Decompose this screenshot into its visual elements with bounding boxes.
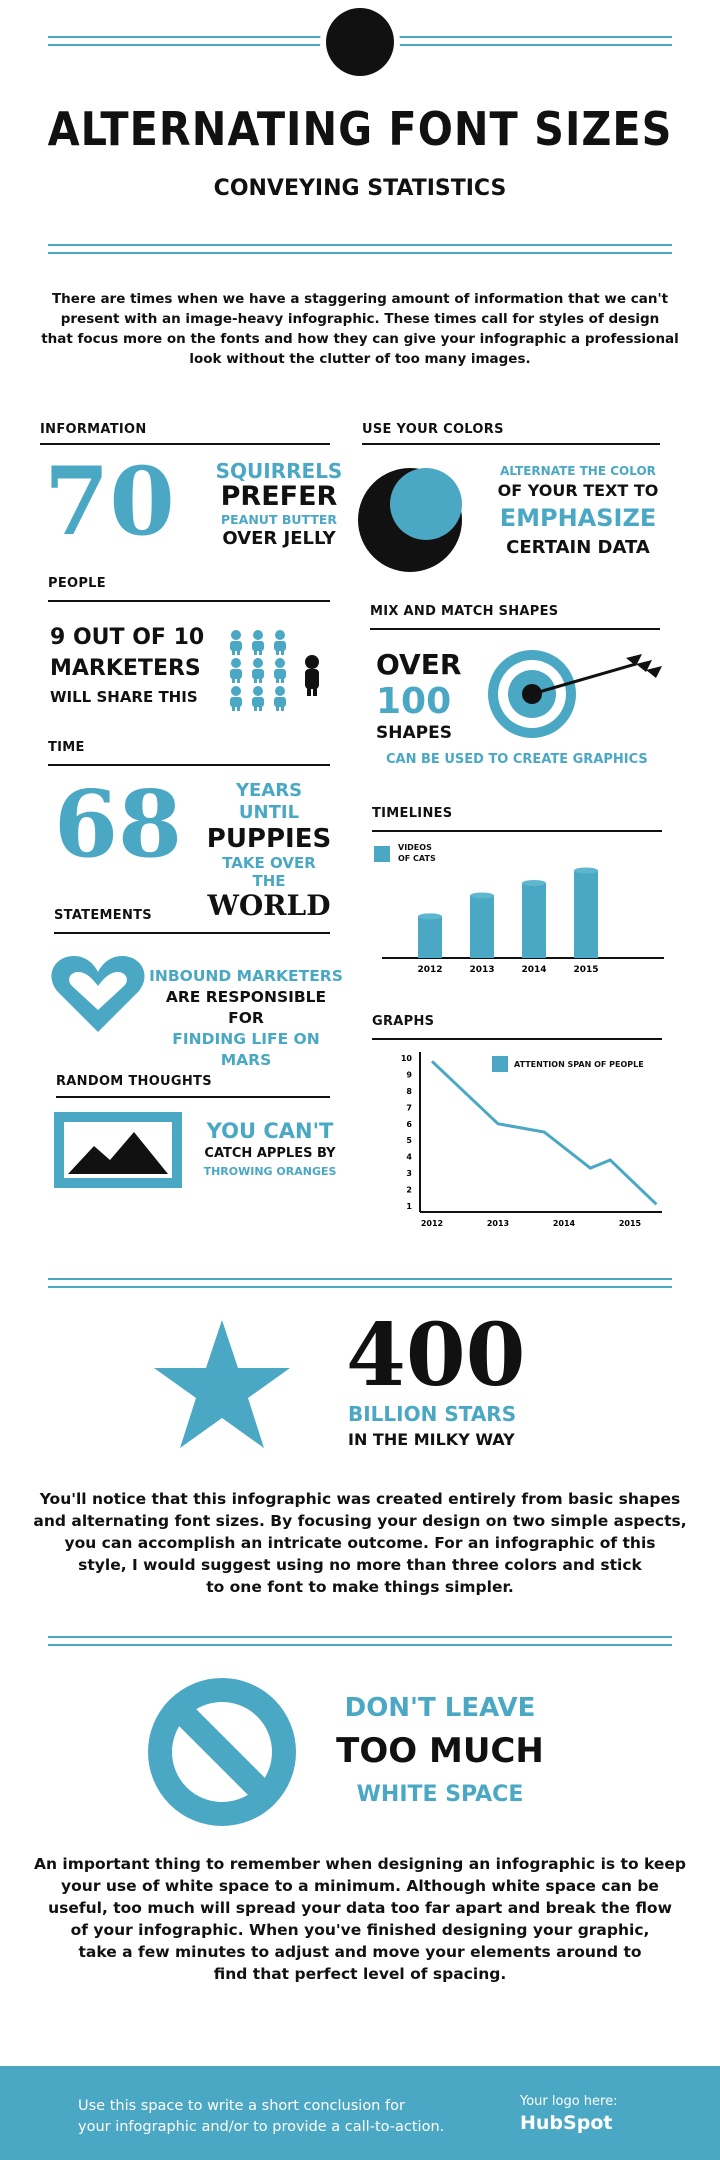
section-label-colors: USE YOUR COLORS bbox=[362, 422, 504, 437]
section-rule bbox=[54, 932, 330, 934]
person-icon bbox=[230, 630, 242, 655]
y-tick-label: 6 bbox=[406, 1119, 412, 1129]
person-icon bbox=[230, 658, 242, 683]
stars-line2: IN THE MILKY WAY bbox=[348, 1430, 515, 1449]
series-line bbox=[432, 1061, 656, 1204]
y-tick-label: 8 bbox=[406, 1086, 412, 1096]
x-tick-label: 2013 bbox=[486, 1219, 510, 1228]
bar-2012 bbox=[418, 916, 442, 958]
x-tick-label: 2012 bbox=[420, 1219, 444, 1228]
legend-label: ATTENTION SPAN OF PEOPLE bbox=[514, 1060, 644, 1069]
top-circle bbox=[326, 8, 394, 76]
section-label-statements: STATEMENTS bbox=[54, 908, 152, 923]
statements-text: INBOUND MARKETERS ARE RESPONSIBLE FOR FINDING LIFE ON MARS bbox=[149, 967, 343, 1069]
paragraph-whitespace: An important thing to remember when designing an infographic is to keep your use of white space to a minimum. Although white space can be useful, too much will spread your data too far apart and break the flow of your infographic. When you've finished designing your graphic, take a few minutes to adjust and move your elements around to find that perfect level of spacing. bbox=[33, 1855, 686, 1983]
section-rule bbox=[362, 443, 660, 445]
bar-cap bbox=[574, 868, 598, 874]
x-tick-label: 2014 bbox=[521, 965, 547, 975]
section-rule bbox=[56, 1096, 330, 1098]
prohibited-icon bbox=[146, 1676, 298, 1828]
target-icon bbox=[486, 644, 666, 744]
section-rule bbox=[40, 443, 330, 445]
bar-2013 bbox=[470, 896, 494, 959]
section-rule bbox=[48, 600, 330, 602]
footer-cta: Use this space to write a short conclusion for your infographic and/or to provide a call-to-action. bbox=[78, 2098, 445, 2135]
person-icon-dark bbox=[305, 655, 319, 696]
moon-icon bbox=[356, 464, 466, 574]
divider-line bbox=[48, 244, 672, 246]
section-label-information: INFORMATION bbox=[40, 422, 147, 437]
person-icon bbox=[252, 630, 264, 655]
x-tick-label: 2013 bbox=[469, 965, 495, 975]
person-icon bbox=[274, 630, 286, 655]
time-text: YEARS UNTIL PUPPIES TAKE OVER THE WORLD bbox=[206, 780, 332, 922]
logo-label: Your logo here: bbox=[520, 2094, 618, 2109]
y-tick-label: 5 bbox=[406, 1136, 412, 1146]
x-tick-label: 2014 bbox=[552, 1219, 576, 1228]
x-tick-label: 2015 bbox=[618, 1219, 642, 1228]
person-icon bbox=[274, 686, 286, 711]
y-tick-label: 7 bbox=[406, 1103, 412, 1113]
footer-band bbox=[0, 2066, 720, 2160]
section-rule bbox=[372, 830, 662, 832]
paragraph-shapes: You'll notice that this infographic was created entirely from basic shapes and alternating font sizes. By focusing your design on two simple aspects, you can accomplish an intricate outcome. For an infographic of this style, I would suggest using no more than three colors and stick to one font to make things simpler. bbox=[33, 1490, 687, 1596]
x-tick-label: 2012 bbox=[417, 965, 443, 975]
intro-paragraph: There are times when we have a staggering amount of information that we can't present with an image-heavy infographic. These times call for styles of design that focus more on the fonts and how they can give your infographic a professional look without the clutter of too many images. bbox=[41, 291, 679, 367]
stars-number: 400 bbox=[346, 1305, 526, 1406]
section-label-graphs: GRAPHS bbox=[372, 1014, 435, 1029]
colors-text: ALTERNATE THE COLOR OF YOUR TEXT TO EMPHASIZE CERTAIN DATA bbox=[497, 464, 659, 558]
whitespace-text: DON'T LEAVE TOO MUCH WHITE SPACE bbox=[336, 1693, 544, 1807]
star-icon bbox=[152, 1318, 292, 1452]
bar-cap bbox=[522, 880, 546, 886]
divider-line bbox=[48, 252, 672, 254]
section-label-timelines: TIMELINES bbox=[372, 806, 453, 821]
section-label-time: TIME bbox=[48, 740, 85, 755]
information-number: 70 bbox=[44, 447, 175, 557]
y-tick-label: 4 bbox=[406, 1152, 412, 1162]
bar-2015 bbox=[574, 871, 598, 959]
person-icon bbox=[230, 686, 242, 711]
information-text: SQUIRRELS PREFER PEANUT BUTTER OVER JELLY bbox=[215, 459, 343, 549]
page-subtitle: CONVEYING STATISTICS bbox=[213, 176, 507, 201]
image-icon bbox=[54, 1112, 182, 1188]
divider-line bbox=[48, 1286, 672, 1288]
section-rule bbox=[372, 1038, 662, 1040]
people-icons bbox=[224, 624, 334, 712]
y-tick-label: 3 bbox=[406, 1169, 412, 1179]
person-icon bbox=[274, 658, 286, 683]
bar-2014 bbox=[522, 883, 546, 958]
section-rule bbox=[48, 764, 330, 766]
person-icon bbox=[252, 658, 264, 683]
random-text: YOU CAN'T CATCH APPLES BY THROWING ORANGES bbox=[203, 1119, 337, 1178]
y-tick-label: 2 bbox=[406, 1185, 412, 1195]
section-rule bbox=[370, 628, 660, 630]
hubspot-logo[interactable]: HubSpot bbox=[520, 2112, 613, 2134]
bar-cap bbox=[418, 913, 442, 919]
divider-line bbox=[48, 1644, 672, 1646]
y-tick-label: 1 bbox=[406, 1202, 412, 1211]
legend-label: VIDEOS OF CATS bbox=[398, 843, 436, 863]
time-number: 68 bbox=[54, 770, 183, 878]
shapes-text: OVER 100 SHAPES bbox=[376, 648, 462, 743]
divider-line bbox=[48, 1278, 672, 1280]
y-tick-label: 10 bbox=[400, 1054, 412, 1063]
line-chart bbox=[392, 1046, 672, 1228]
person-icon bbox=[252, 686, 264, 711]
bar-cap bbox=[470, 893, 494, 899]
people-text: 9 OUT OF 10 MARKETERS WILL SHARE THIS bbox=[50, 625, 205, 706]
section-label-random: RANDOM THOUGHTS bbox=[56, 1074, 212, 1089]
section-label-shapes: MIX AND MATCH SHAPES bbox=[370, 604, 559, 619]
heart-icon bbox=[50, 954, 146, 1036]
shapes-caption: CAN BE USED TO CREATE GRAPHICS bbox=[386, 752, 648, 767]
x-tick-label: 2015 bbox=[573, 965, 599, 975]
section-label-people: PEOPLE bbox=[48, 576, 106, 591]
divider-line bbox=[48, 1636, 672, 1638]
page-title: ALTERNATING FONT SIZES bbox=[47, 102, 673, 156]
bar-chart bbox=[372, 840, 668, 980]
y-tick-label: 9 bbox=[406, 1070, 412, 1080]
stars-line1: BILLION STARS bbox=[348, 1402, 517, 1426]
